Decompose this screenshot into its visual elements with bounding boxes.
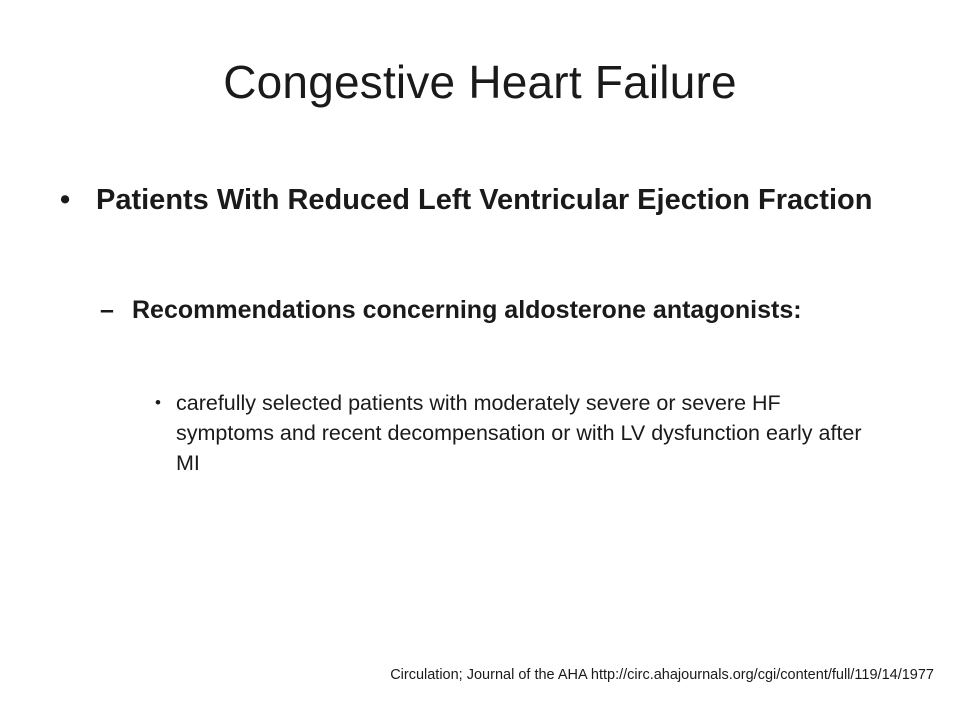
bullet-level-1: [60, 180, 920, 220]
slide-title: Congestive Heart Failure: [223, 56, 737, 108]
bullet-level-2: [100, 293, 920, 328]
bullet-level-3-text: carefully selected patients with moderately severe or severe HF symptoms and recent decompensation or with LV dysfunction early after MI: [176, 391, 862, 476]
citation-text: Circulation; Journal of the AHA http://circ.ahajournals.org/cgi/content/full/119/14/1977: [390, 667, 934, 683]
bullet-dot-icon: •: [155, 393, 161, 412]
bullet-level-2-text: Recommendations concerning aldosterone antagonists:: [132, 296, 802, 324]
bullet-level-1-text: Patients With Reduced Left Ventricular Ejection Fraction: [96, 184, 873, 216]
bullet-level-3: [155, 388, 875, 478]
bullet-dot-icon: •: [60, 184, 71, 216]
bullet-dash-icon: –: [100, 296, 114, 324]
